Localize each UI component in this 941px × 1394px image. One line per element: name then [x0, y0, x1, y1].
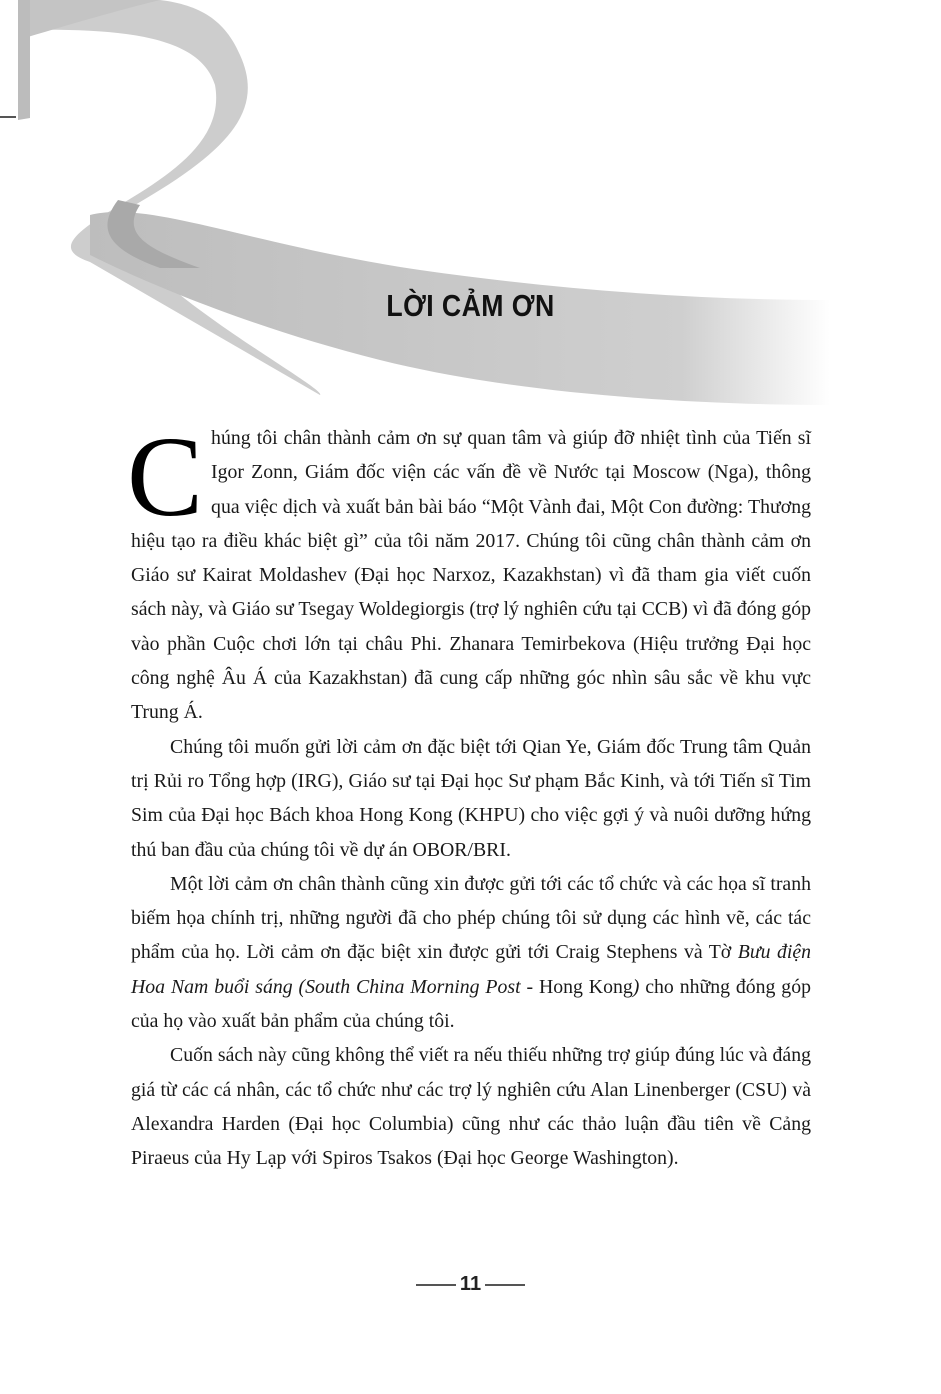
paragraph-1-text: húng tôi chân thành cảm ơn sự quan tâm và giúp đỡ nhiệt tình của Tiến sĩ Igor Zonn, Giám đốc viện các vấn đề về Nước tại Moscow (Nga), thông qua việc dịch và xuất bản bài báo “Một Vành đai, Một Con đường: Thương hiệu tạo ra điều khác biệt gì” của tôi năm 2017. Chúng tôi cũng chân thành cảm ơn Giáo sư Kairat Moldashev (Đại học Narxoz, Kazakhstan) vì đã tham gia viết cuốn sách này, và Giáo sư Tsegay Woldegiorgis (trợ lý nghiên cứu tại CCB) vì đã đóng góp vào phần Cuộc chơi lớn tại châu Phi. Zhanara Temirbekova (Hiệu trưởng Đại học công nghệ Âu Á của Kazakhstan) đã cung cấp những góc nhìn sâu sắc về khu vực Trung Á.: [131, 427, 811, 724]
paragraph-3-text-before: Một lời cảm ơn chân thành cũng xin được gửi tới các tổ chức và các họa sĩ tranh biếm họa chính trị, những người đã cho phép chúng tôi sử dụng các hình vẽ, các tác phẩm của họ. Lời cảm ơn đặc biệt xin được gửi tới Craig Stephens và Tờ: [131, 872, 811, 964]
ribbon-decoration: [0, 0, 941, 410]
paragraph-1: [127, 413, 811, 730]
footer-dash-right: [485, 1284, 525, 1286]
paragraph-3-italic-close: ): [632, 975, 640, 998]
paragraph-4: Cuốn sách này cũng không thể viết ra nếu thiếu những trợ giúp đúng lúc và đáng giá từ các cá nhân, các tổ chức như các trợ lý nghiên cứu Alan Linenberger (CSU) và Alexandra Harden (Đại học Columbia) cũng như các thảo luận đầu tiên về Cảng Piraeus của Hy Lạp với Spiros Tsakos (Đại học George Washington).: [131, 1044, 811, 1170]
page-footer: [0, 1273, 941, 1296]
paragraph-2: Chúng tôi muốn gửi lời cảm ơn đặc biệt tới Qian Ye, Giám đốc Trung tâm Quản trị Rủi ro Tổng hợp (IRG), Giáo sư tại Đại học Sư phạm Bắc Kinh, và tới Tiến sĩ Tim Sim của Đại học Bách khoa Hong Kong (KHPU) cho việc gợi ý và nuôi dưỡng hứng thú ban đầu của chúng tôi về dự án OBOR/BRI.: [131, 735, 811, 861]
page-heading: LỜI CẢM ƠN: [386, 288, 555, 323]
paragraph-3-text-after: cho những đóng góp của họ vào xuất bản phẩm của chúng tôi.: [131, 975, 811, 1033]
paragraph-3: [131, 867, 811, 1038]
drop-cap: C: [127, 413, 204, 540]
page-number: 11: [459, 1273, 482, 1295]
footer-dash-left: [416, 1284, 456, 1286]
newspaper-title: Bưu điện Hoa Nam buổi sáng (South China Morning Post: [131, 941, 812, 998]
acknowledgements-body: [127, 413, 812, 1176]
paragraph-3-text-mid: - Hong Kong: [520, 975, 633, 998]
